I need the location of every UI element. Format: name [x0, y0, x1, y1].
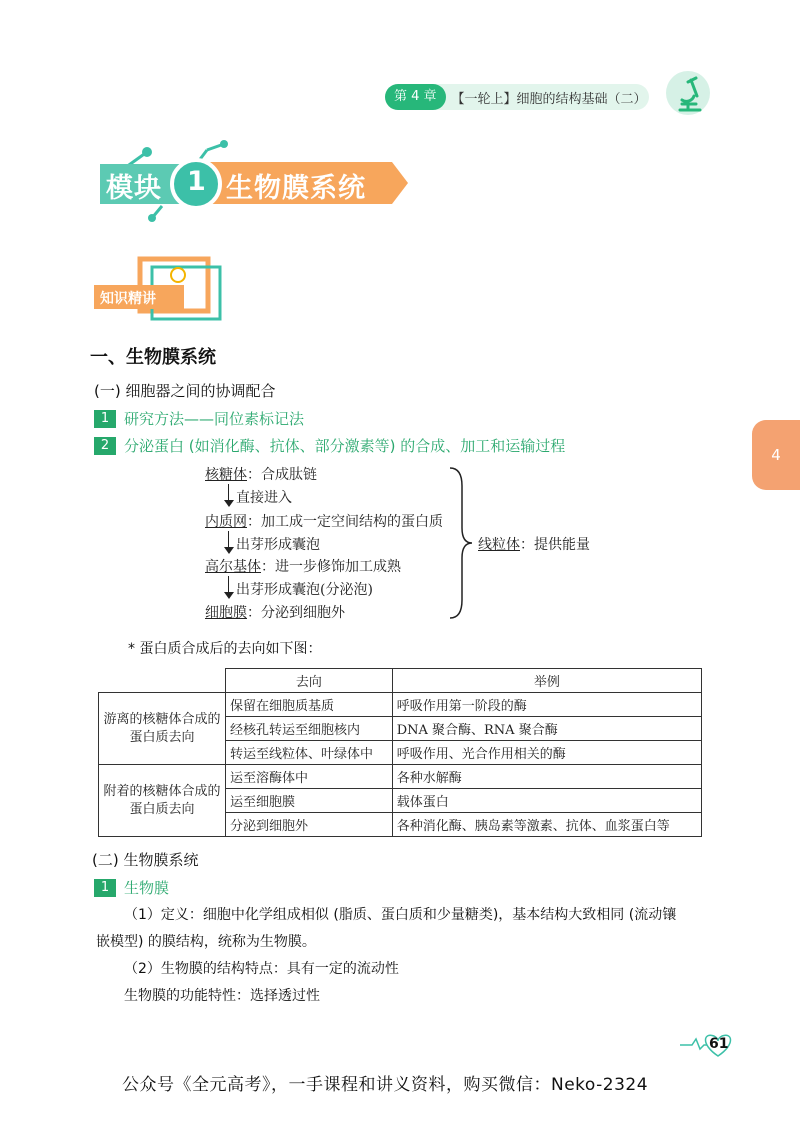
page-number: 61: [709, 1036, 729, 1052]
chapter-title: 【一轮上】细胞的结构基础（二）: [451, 91, 647, 107]
page-number-badge: [680, 1030, 740, 1060]
arrow-down: [228, 576, 229, 597]
item-1-text: 研究方法——同位素标记法: [124, 410, 305, 428]
footer-text: 公众号《全元高考》，一手课程和讲义资料，购买微信：Neko-2324: [122, 1075, 649, 1095]
definition-line-1: （1）定义：细胞中化学组成相似 (脂质、蛋白质和少量糖类)，基本结构大致相同 (流动镶: [124, 907, 677, 923]
arrow-label-1: 直接进入: [236, 490, 292, 506]
chapter-tag: 第 4 章: [385, 84, 446, 110]
protein-fate-table: [98, 668, 702, 837]
right-brace: [448, 466, 474, 620]
table-cell: 各种水解酶: [392, 765, 701, 789]
table-row: [99, 765, 702, 789]
section-heading: 一、生物膜系统: [90, 347, 216, 368]
item-membrane: [94, 877, 169, 898]
header-destination: 去向: [226, 669, 393, 693]
group-free-ribosome: 游离的核糖体合成的蛋白质去向: [99, 693, 226, 765]
table-cell: 分泌到细胞外: [226, 813, 393, 837]
definition-line-2: 嵌模型) 的膜结构，统称为生物膜。: [96, 934, 316, 950]
module-banner: [92, 140, 414, 222]
table-cell: 运至细胞膜: [226, 789, 393, 813]
item-membrane-number: 1: [94, 879, 116, 897]
table-cell: 各种消化酶、胰岛素等激素、抗体、血浆蛋白等: [392, 813, 701, 837]
item-2-text: 分泌蛋白 (如消化酶、抗体、部分激素等) 的合成、加工和运输过程: [124, 437, 566, 455]
knowledge-badge: [92, 255, 242, 325]
chapter-side-tab: 4: [752, 420, 800, 490]
table-cell: 呼吸作用、光合作用相关的酶: [392, 741, 701, 765]
table-cell: 呼吸作用第一阶段的酶: [392, 693, 701, 717]
table-cell: 载体蛋白: [392, 789, 701, 813]
table-cell: 转运至线粒体、叶绿体中: [226, 741, 393, 765]
module-prefix: 模块: [106, 173, 162, 204]
table-cell: 运至溶酶体中: [226, 765, 393, 789]
arrow-down: [228, 531, 229, 552]
structure-feature: （2）生物膜的结构特点：具有一定的流动性: [124, 961, 399, 977]
table-note: * 蛋白质合成后的去向如下图：: [128, 641, 322, 657]
badge-label: 知识精讲: [100, 291, 156, 307]
step-ribosome: 核糖体：合成肽链: [205, 467, 317, 483]
arrow-down: [228, 484, 229, 505]
function-feature: 生物膜的功能特性：选择透过性: [124, 988, 320, 1004]
header-example: 举例: [392, 669, 701, 693]
microscope-icon: [664, 66, 712, 120]
step-cell-membrane: 细胞膜：分泌到细胞外: [205, 605, 345, 621]
group-bound-ribosome: 附着的核糖体合成的蛋白质去向: [99, 765, 226, 837]
table-cell: 经核孔转运至细胞核内: [226, 717, 393, 741]
subsection-1: (一) 细胞器之间的协调配合: [94, 382, 276, 400]
table-cell: 保留在细胞质基质: [226, 693, 393, 717]
item-2-number: 2: [94, 437, 116, 455]
secretion-flow-diagram: [200, 460, 620, 625]
table-header-row: [99, 669, 702, 693]
module-title: 生物膜系统: [226, 173, 366, 204]
step-mitochondria: 线粒体：提供能量: [478, 537, 590, 553]
item-membrane-text: 生物膜: [124, 879, 170, 897]
arrow-label-2: 出芽形成囊泡: [236, 537, 320, 553]
table-row: [99, 693, 702, 717]
arrow-label-3: 出芽形成囊泡(分泌泡): [236, 582, 373, 598]
step-golgi: 高尔基体：进一步修饰加工成熟: [205, 559, 401, 575]
step-er: 内质网：加工成一定空间结构的蛋白质: [205, 514, 443, 530]
item-1-number: 1: [94, 410, 116, 428]
item-2: [94, 435, 565, 456]
module-number: 1: [187, 166, 207, 197]
subsection-2: (二) 生物膜系统: [92, 851, 199, 869]
item-1: [94, 408, 304, 429]
chapter-header: [385, 84, 649, 110]
table-cell: DNA 聚合酶、RNA 聚合酶: [392, 717, 701, 741]
